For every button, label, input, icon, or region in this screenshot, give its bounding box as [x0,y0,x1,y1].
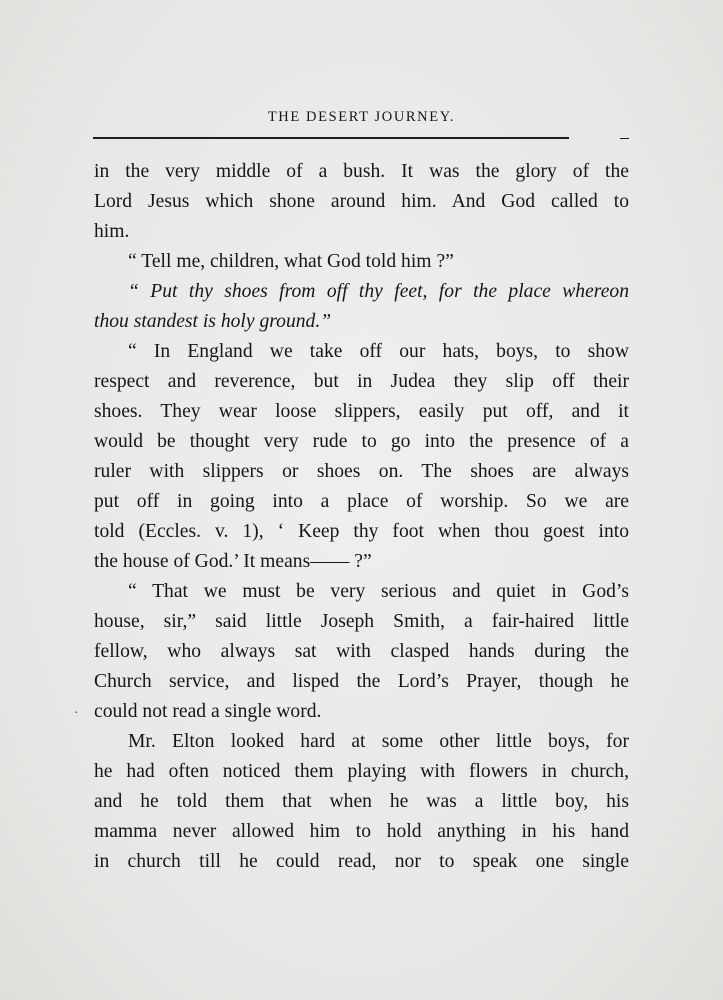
text-line: could not read a single word. [94,701,322,722]
text-line: the house of God.’ It means—— ?” [94,551,372,572]
text-line: shoes. They wear loose slippers, easily put off, and it [94,401,629,422]
text-line: and he told them that when he was a little boy, his [94,791,629,812]
text-line: put off in going into a place of worship. So we are [94,491,629,512]
text-line: respect and reverence, but in Judea they slip off their [94,371,629,392]
text-line: mamma never allowed him to hold anything in his hand [94,821,629,842]
text-line: Lord Jesus which shone around him. And God called to [94,191,629,212]
text-line: would be thought very rude to go into the presence of a [94,431,629,452]
text-line: fellow, who always sat with clasped hands during the [94,641,629,662]
header-rule-tail [620,138,629,139]
body-text [94,157,629,877]
text-line: Mr. Elton looked hard at some other little boys, for [128,731,629,752]
text-line: in the very middle of a bush. It was the glory of the [94,161,629,182]
text-line: “ Tell me, children, what God told him ?” [128,251,454,272]
text-line: in church till he could read, nor to speak one single [94,851,629,872]
header-rule [93,137,569,139]
text-line: house, sir,” said little Joseph Smith, a fair-haired little [94,611,629,632]
text-line: him. [94,221,130,242]
text-line: “ Put thy shoes from off thy feet, for the place whereon [128,281,629,302]
text-line: “ In England we take off our hats, boys, to show [128,341,629,362]
text-line: told (Eccles. v. 1), ‘ Keep thy foot when thou goest into [94,521,629,542]
text-line: Church service, and lisped the Lord’s Prayer, though he [94,671,629,692]
margin-mark: · [74,706,79,721]
text-line: ruler with slippers or shoes on. The shoes are always [94,461,629,482]
text-line: “ That we must be very serious and quiet in God’s [128,581,629,602]
text-line: thou standest is holy ground.” [94,311,332,332]
text-line: he had often noticed them playing with flowers in church, [94,761,629,782]
running-head: THE DESERT JOURNEY. [267,109,456,125]
